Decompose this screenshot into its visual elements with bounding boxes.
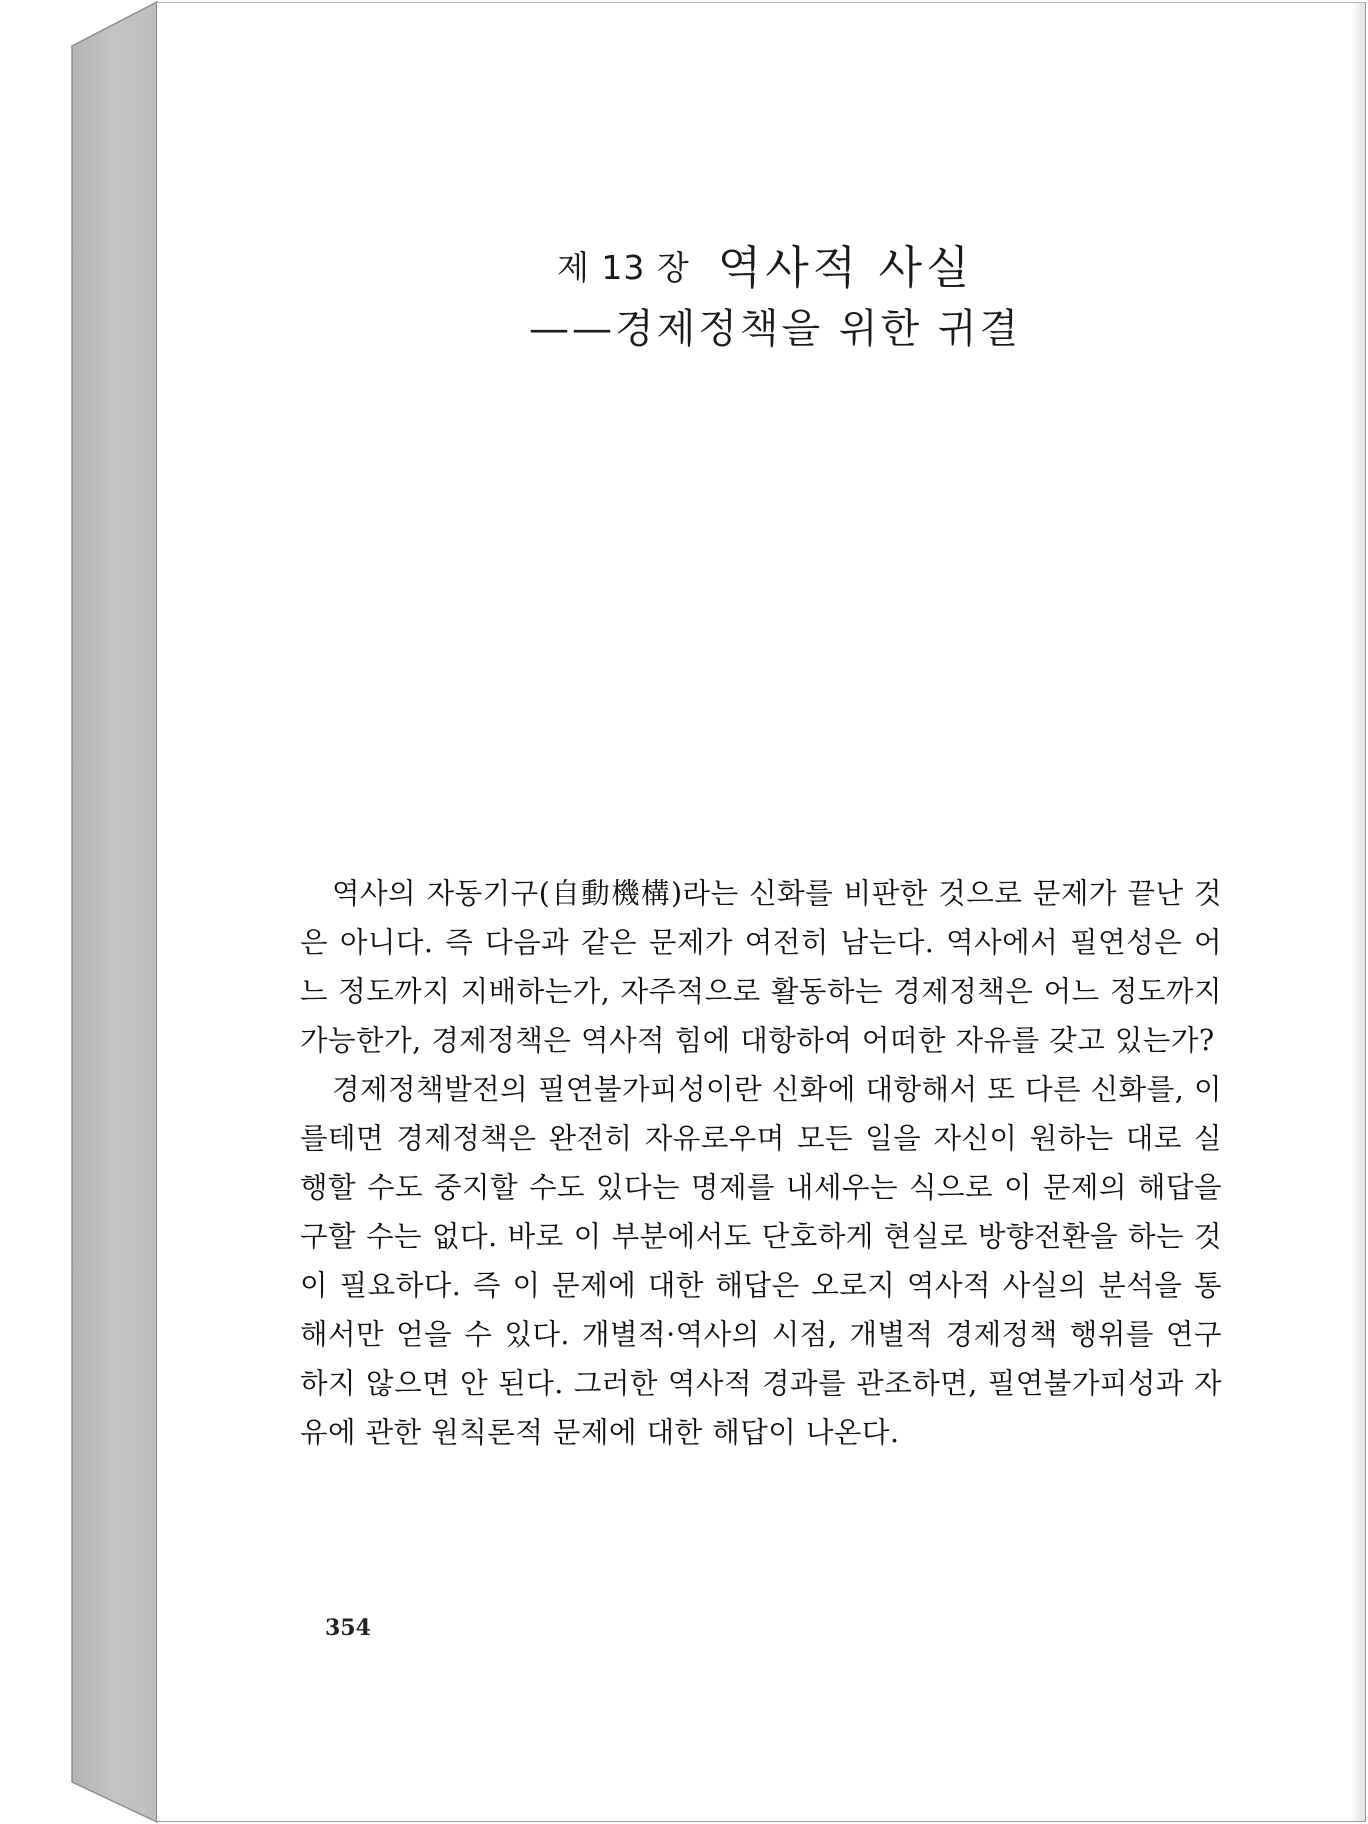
page-number: 354 <box>325 1615 371 1641</box>
chapter-title: 역사적 사실 <box>717 241 974 294</box>
chapter-number: 제 13 장 <box>557 248 690 287</box>
paragraph-1: 역사의 자동기구(自動機構)라는 신화를 비판한 것으로 문제가 끝난 것은 아니다. 즉 다음과 같은 문제가 여전히 남는다. 역사에서 필연성은 어느 정도까지 지배하는가, 자주적으로 활동하는 경제정책은 어느 정도까지 가능한가, 경제정책은 역사적 힘에 대항하여 어떠한 자유를 갖고 있는가? <box>300 877 1222 1057</box>
body-text <box>300 869 1222 1457</box>
page-edge-shadow <box>1351 3 1365 1821</box>
book-page <box>157 2 1366 1822</box>
paragraph-2: 경제정책발전의 필연불가피성이란 신화에 대항해서 또 다른 신화를, 이를테면 경제정책은 완전히 자유로우며 모든 일을 자신이 원하는 대로 실행할 수도 중지할 수도 있다는 명제를 내세우는 식으로 이 문제의 해답을 구할 수는 없다. 바로 이 부분에서도 단호하게 현실로 방향전환을 하는 것이 필요하다. 즉 이 문제에 대한 해답은 오로지 역사적 사실의 분석을 통해서만 얻을 수 있다. 개별적·역사의 시점, 개별적 경제정책 행위를 연구하지 않으면 안 된다. 그러한 역사적 경과를 관조하면, 필연불가피성과 자유에 관한 원칙론적 문제에 대한 해답이 나온다. <box>300 1073 1222 1449</box>
book-spine <box>0 0 160 1824</box>
chapter-title-line <box>557 231 973 296</box>
chapter-subtitle: ——경제정책을 위한 귀결 <box>529 306 1022 352</box>
